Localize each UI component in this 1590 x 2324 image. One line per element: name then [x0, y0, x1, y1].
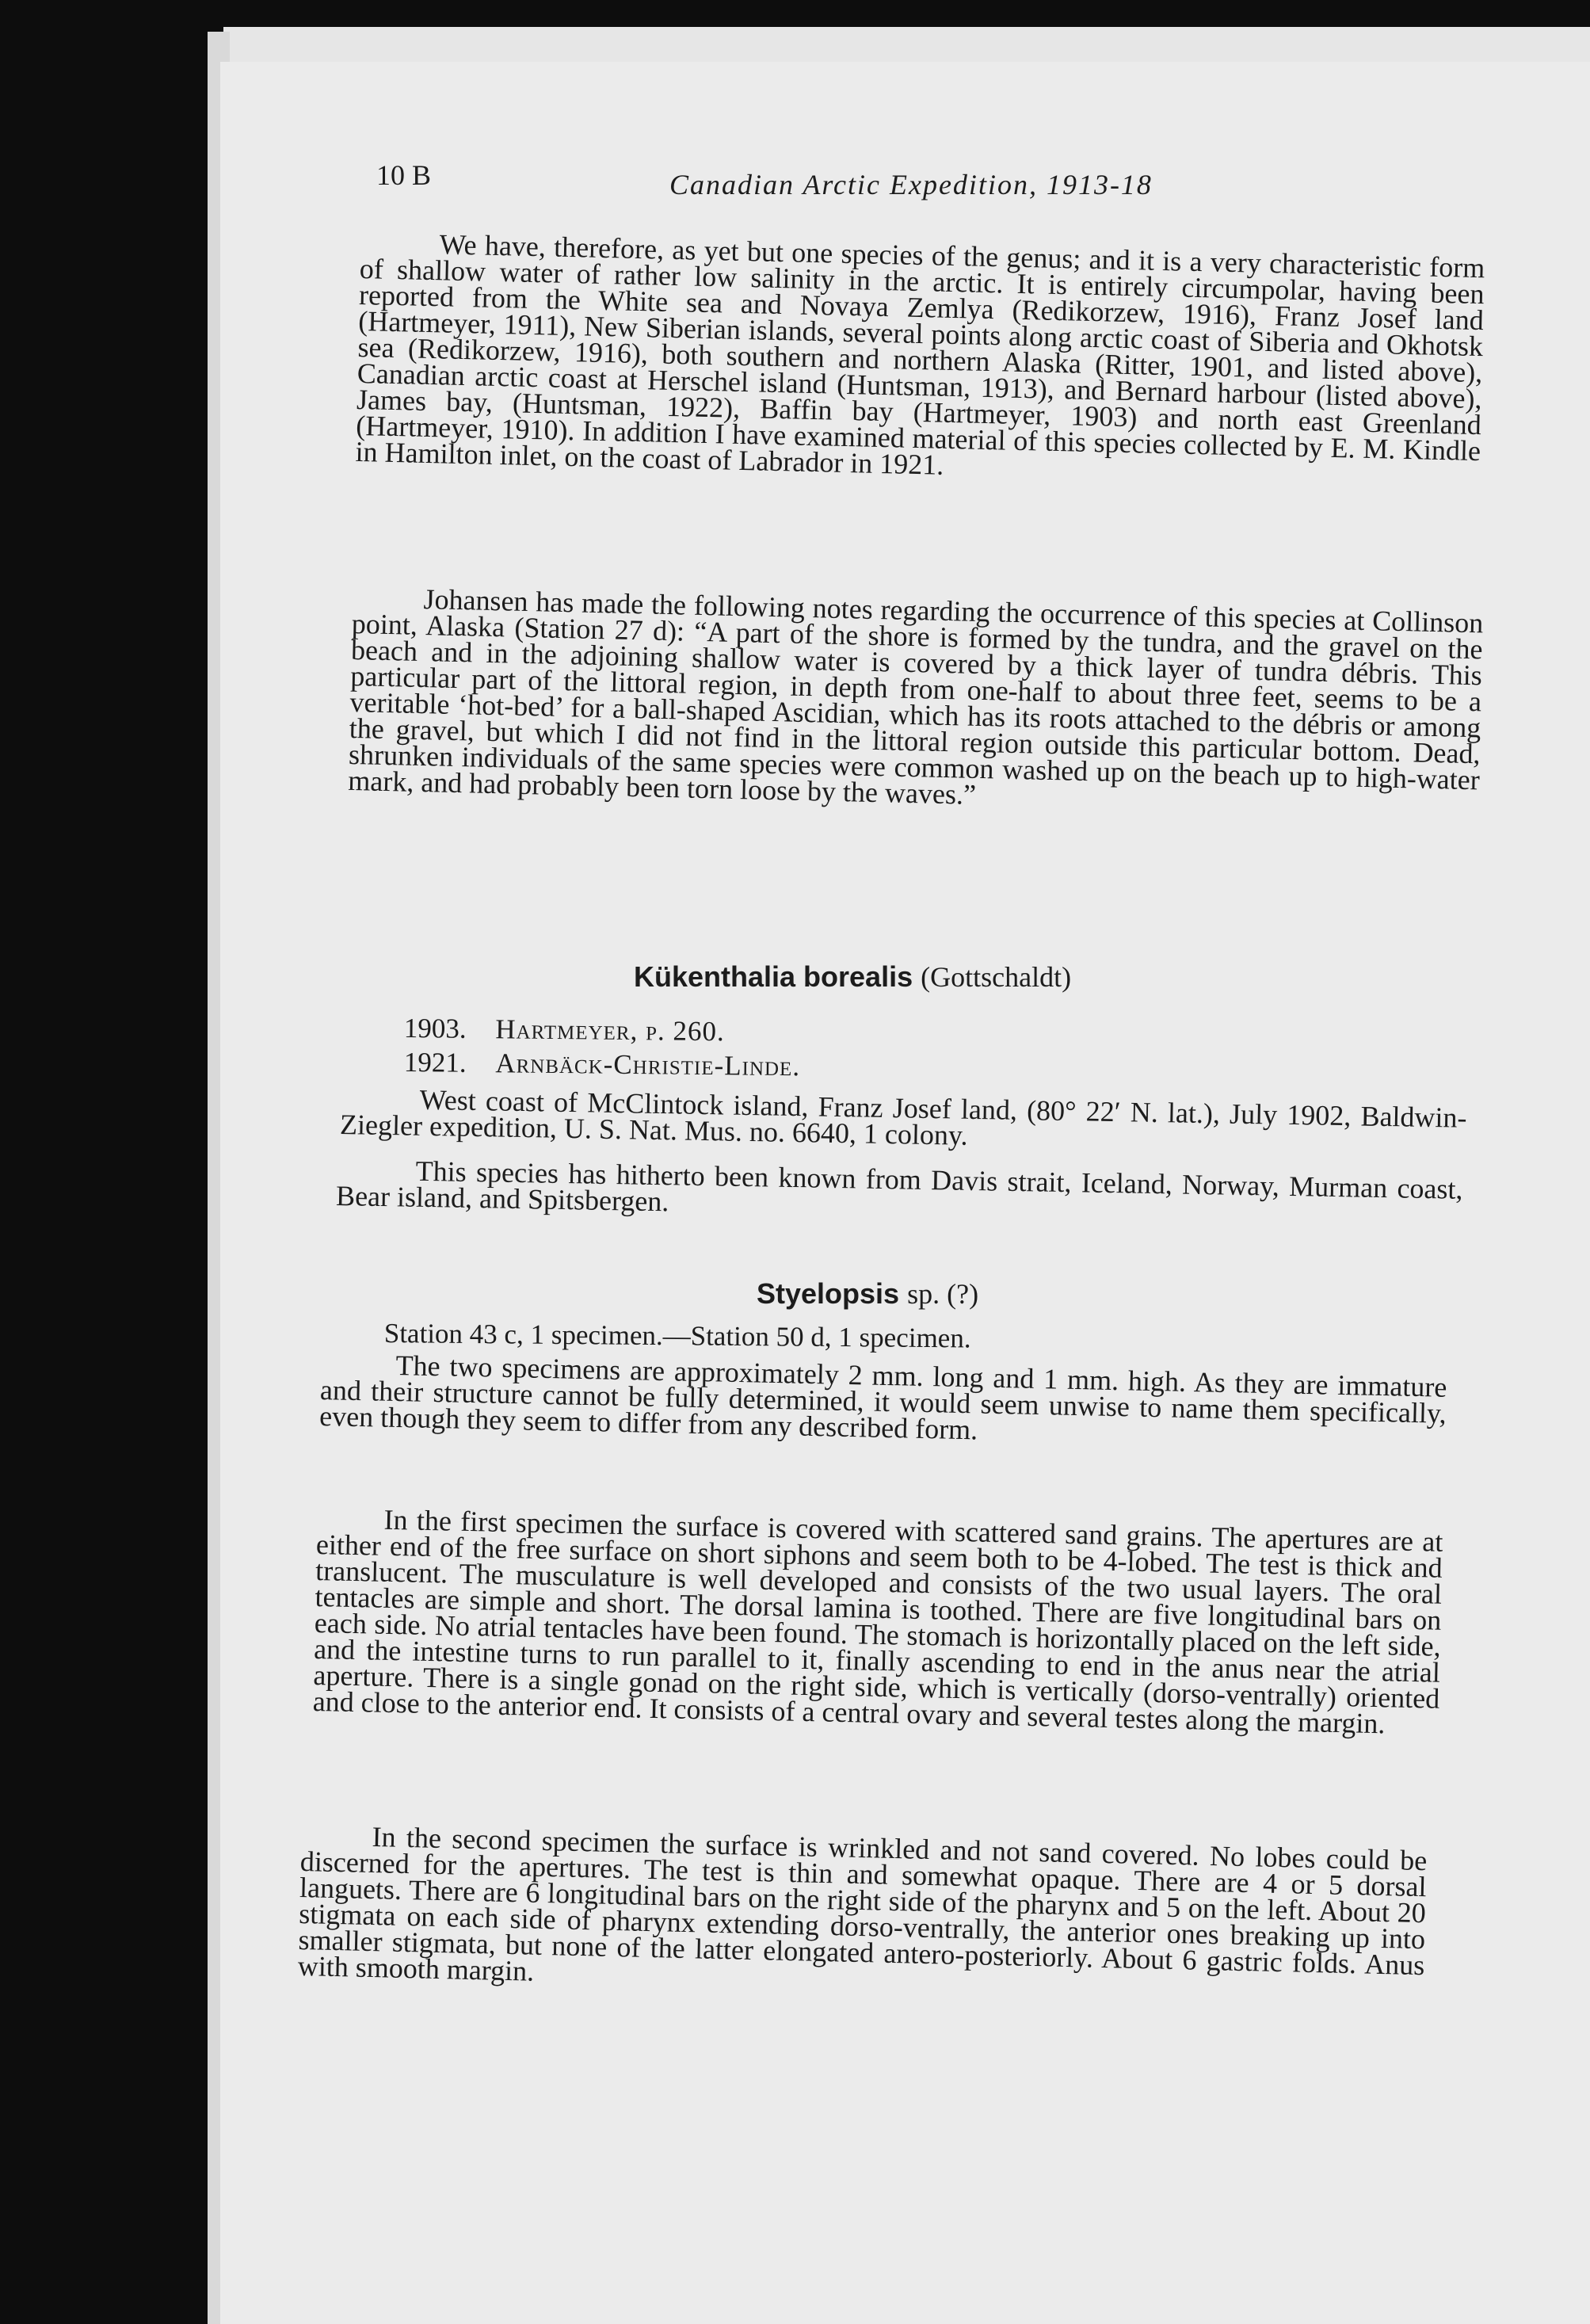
paragraph-first-specimen [312, 1505, 1443, 1738]
paragraph-text: This species has hitherto been known from Davis strait, Iceland, Norway, Murman coast, Bear island, and Spitsbergen. [335, 1154, 1463, 1218]
station-list: Station 43 c, 1 specimen.—Station 50 d, 1 specimen. [383, 1318, 971, 1354]
paragraph-text: Johansen has made the following notes regarding the occurrence of this species at Collinson point, Alaska (Station 27 d): “A part of the shore is formed by the tundra, and the gravel on the beach and in the adjoining shallow water is covered by a thick layer of tundra débris. This particular part of the littoral region, in depth from one-half to about three feet, seems to be a veritable ‘hot-bed’ for a ball-shaped Ascidian, which has its roots attached to the débris or among the gravel, but which I did not find in the littoral region outside this particular bottom. Dead, shrunken individuals of the same species were common washed up on the beach up to high-water mark, and had probably been torn loose by the waves.” [347, 583, 1484, 811]
paragraph-text: In the second specimen the surface is wrinkled and not sand covered. No lobes could be discerned for the apertures. The test is thin and somewhat opaque. There are 4 or 5 dorsal languets. There are 6 longitudinal bars on the right side of the pharynx and 5 on the left. About 20 stigmata on each side of pharynx extending dorso-ventrally, the anterior ones breaking up into smaller stigmata, but none of the latter elongated antero-posteriorly. About 6 gastric folds. Anus with smooth margin. [297, 1821, 1428, 1987]
species-heading-kukenthalia [634, 960, 1072, 993]
species-heading-styelopsis [757, 1277, 979, 1310]
reference-text: Hartmeyer, p. 260. [495, 1013, 725, 1048]
genus-name: Styelopsis [757, 1277, 900, 1310]
running-head: Canadian Arctic Expedition, 1913-18 [669, 169, 1153, 200]
paragraph-distribution [355, 230, 1485, 490]
page-number: 10 B [376, 159, 432, 191]
reference-year: 1903. [403, 1013, 467, 1044]
reference-text: Arnbäck-Christie-Linde. [495, 1048, 801, 1082]
reference-year: 1921. [403, 1047, 467, 1078]
paragraph-text: West coast of McClintock island, Franz Josef land, (80° 22′ N. lat.), July 1902, Baldwin-Ziegler expedition, U. S. Nat. Mus. no. 6640, 1 colony. [339, 1083, 1467, 1151]
paragraph-second-specimen [298, 1822, 1428, 2005]
paragraph-text: In the first specimen the surface is covered with scattered sand grains. The apertures are at either end of the free surface on short siphons and seem both to be 4-lobed. The test is thick and translucent. The musculature is well developed and consists of the two usual layers. The oral tentacles are simple and short. The dorsal lamina is toothed. There are five longitudinal bars on each side. No atrial tentacles have been found. The stomach is horizontally placed on the left side, and the intestine turns to run parallel to it, finally ascending to end in the anus near the atrial aperture. There is a single gonad on the right side, which is vertically (dorso-ventrally) oriented and close to the anterior end. It consists of a central ovary and several testes along the margin. [312, 1503, 1443, 1740]
paragraph-johansen-notes [348, 585, 1484, 819]
scan-shadow-top [223, 27, 1590, 67]
paragraph-text: The two specimens are approximately 2 mm. long and 1 mm. high. As they are immature and their structure cannot be fully determined, it would seem unwise to name them specifically, even though they seem to differ from any described form. [318, 1349, 1447, 1446]
reference-entry [403, 1013, 725, 1048]
reference-entry [404, 1048, 801, 1080]
paragraph-text: We have, therefore, as yet but one species of the genus; and it is a very characteristic form of shallow water of rather low salinity in the arctic. It is entirely circumpolar, having been reported from the White sea and Novaya Zemlya (Redikorzew, 1916), Franz Josef land (Hartmeyer, 1911), New Siberian islands, several points along arctic coast of Siberia and Okhotsk sea (Redikorzew, 1916), both southern and northern Alaska (Ritter, 1901, and listed above), Canadian arctic coast at Herschel island (Huntsman, 1913), and Bernard harbour (listed above), James bay, (Huntsman, 1922), Baffin bay (Hartmeyer, 1903) and north east Greenland (Hartmeyer, 1910). In addition I have examined material of this species collected by E. M. Kindle in Hamilton inlet, on the coast of Labrador in 1921. [355, 228, 1485, 481]
species-qualifier: sp. (?) [907, 1278, 979, 1310]
species-name: Kükenthalia borealis [634, 960, 913, 993]
species-author: (Gottschaldt) [921, 961, 1072, 993]
